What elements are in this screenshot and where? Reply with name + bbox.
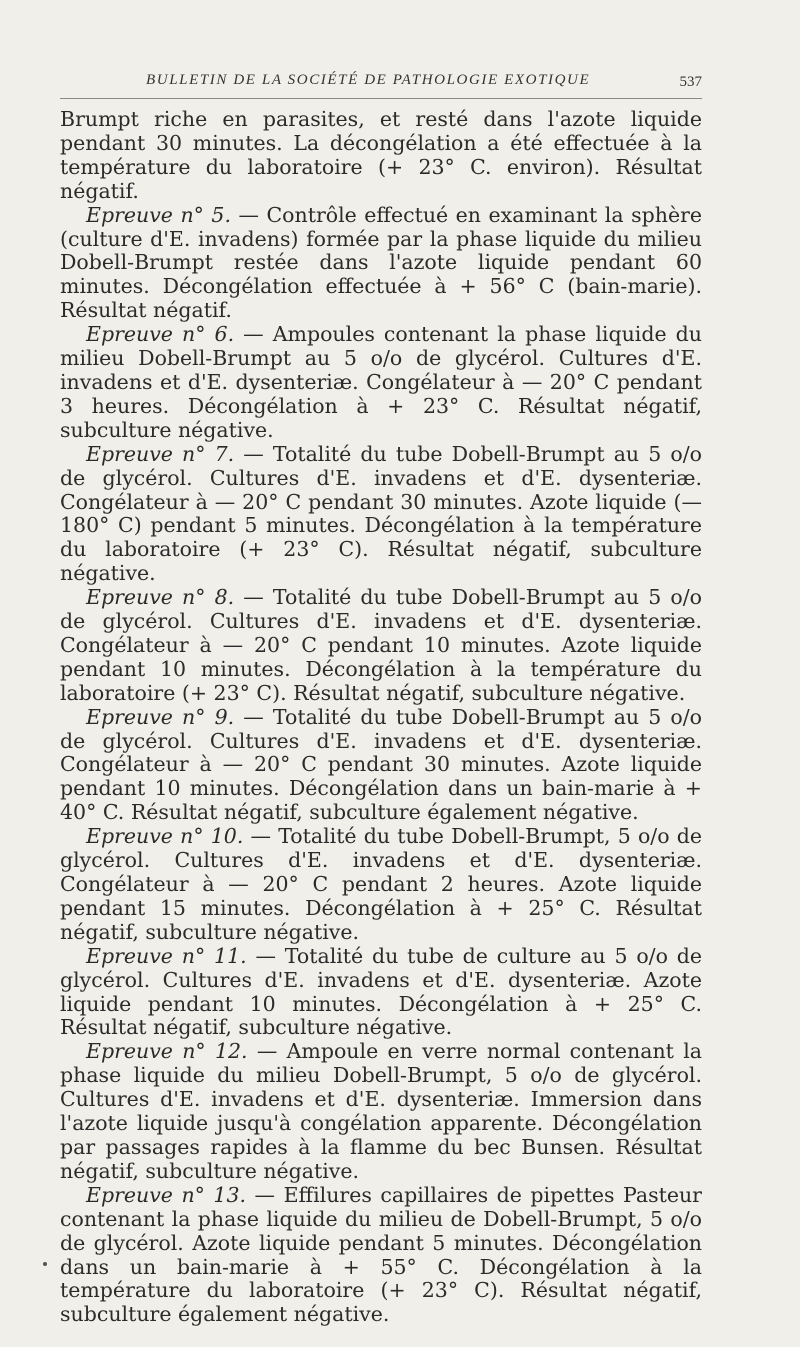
paragraph [60, 443, 702, 586]
paragraph-text: — Totalité du tube Dobell-Brumpt au 5 o/o de glycérol. Cultures d'E. invadens et d'E. dysenteriæ. Congélateur à — 20° C pendant 30 minutes. Azote liquide (— 180° C) pendant 5 minutes. Décongélation à la température du laboratoire (+ 23° C). Résultat négatif, subculture négative. [60, 441, 702, 586]
epreuve-label: Epreuve n° 13. [86, 1182, 247, 1207]
paragraph-text: — Effilures capillaires de pipettes Pasteur contenant la phase liquide du milieu de Dobell-Brumpt, 5 o/o de glycérol. Azote liquide pendant 5 minutes. Décongélation dans un bain-marie à + 55° C. Décongélation à la température du laboratoire (+ 23° C). Résultat négatif, subculture également négative. [60, 1182, 702, 1327]
paragraph-text: — Totalité du tube de culture au 5 o/o de glycérol. Cultures d'E. invadens et d'E. dysenteriæ. Azote liquide pendant 10 minutes. Décongélation à + 25° C. Résultat négatif, subculture négative. [60, 943, 702, 1040]
running-title: BULLETIN DE LA SOCIÉTÉ DE PATHOLOGIE EXOTIQUE [146, 72, 591, 88]
page-header [60, 68, 702, 99]
paragraph [60, 706, 702, 826]
epreuve-label: Epreuve n° 6. [86, 322, 235, 347]
page-number: 537 [679, 74, 702, 90]
paragraph-text: — Contrôle effectué en examinant la sphère (culture d'E. invadens) formée par la phase liquide du milieu Dobell-Brumpt restée dans l'azote liquide pendant 60 minutes. Décongélation effectuée à + 56° C (bain-marie). Résultat négatif. [60, 202, 703, 323]
paragraph-text: — Totalité du tube Dobell-Brumpt, 5 o/o de glycérol. Cultures d'E. invadens et d'E. dysenteriæ. Congélateur à — 20° C pendant 2 heures. Azote liquide pendant 15 minutes. Décongélation à + 25° C. Résultat négatif, subculture négative. [60, 824, 702, 944]
paragraph-text: — Totalité du tube Dobell-Brumpt au 5 o/o de glycérol. Cultures d'E. invadens et d'E. dysenteriæ. Congélateur à — 20° C pendant 10 minutes. Azote liquide pendant 10 minutes. Décongélation à la température du laboratoire (+ 23° C). Résultat négatif, subculture négative. [60, 585, 702, 705]
ink-speck [43, 1262, 47, 1266]
epreuve-label: Epreuve n° 12. [86, 1039, 248, 1064]
paragraph-text: — Ampoule en verre normal contenant la phase liquide du milieu Dobell-Brumpt, 5 o/o de glycérol. Cultures d'E. invadens et d'E. dysenteriæ. Immersion dans l'azote liquide jusqu'à congélation apparente. Décongélation par passages rapides à la flamme du bec Bunsen. Résultat négatif, subculture négative. [60, 1039, 702, 1183]
epreuve-label: Epreuve n° 11. [86, 943, 247, 968]
epreuve-label: Epreuve n° 10. [86, 824, 244, 849]
paragraph [60, 1040, 702, 1183]
body-text [60, 108, 702, 1327]
paragraph [60, 1184, 702, 1327]
epreuve-label: Epreuve n° 9. [86, 704, 235, 729]
epreuve-label: Epreuve n° 7. [86, 441, 235, 466]
paragraph [60, 108, 702, 204]
paragraph-text: Brumpt riche en parasites, et resté dans l'azote liquide pendant 30 minutes. La décongélation a été effectuée à la température du laboratoire (+ 23° C. environ). Résultat négatif. [60, 107, 702, 203]
paragraph [60, 323, 702, 443]
paragraph [60, 204, 702, 324]
paragraph [60, 825, 702, 945]
paragraph [60, 945, 702, 1041]
paragraph [60, 586, 702, 706]
paragraph-text: — Ampoules contenant la phase liquide du milieu Dobell-Brumpt au 5 o/o de glycérol. Cultures d'E. invadens et d'E. dysenteriæ. Congélateur à — 20° C pendant 3 heures. Décongélation à + 23° C. Résultat négatif, subculture négative. [60, 322, 702, 442]
epreuve-label: Epreuve n° 5. [86, 202, 231, 227]
epreuve-label: Epreuve n° 8. [86, 585, 235, 610]
paragraph-text: — Totalité du tube Dobell-Brumpt au 5 o/o de glycérol. Cultures d'E. invadens et d'E. dysenteriæ. Congélateur à — 20° C pendant 30 minutes. Azote liquide pendant 10 minutes. Décongélation dans un bain-marie à + 40° C. Résultat négatif, subculture également négative. [60, 704, 702, 825]
